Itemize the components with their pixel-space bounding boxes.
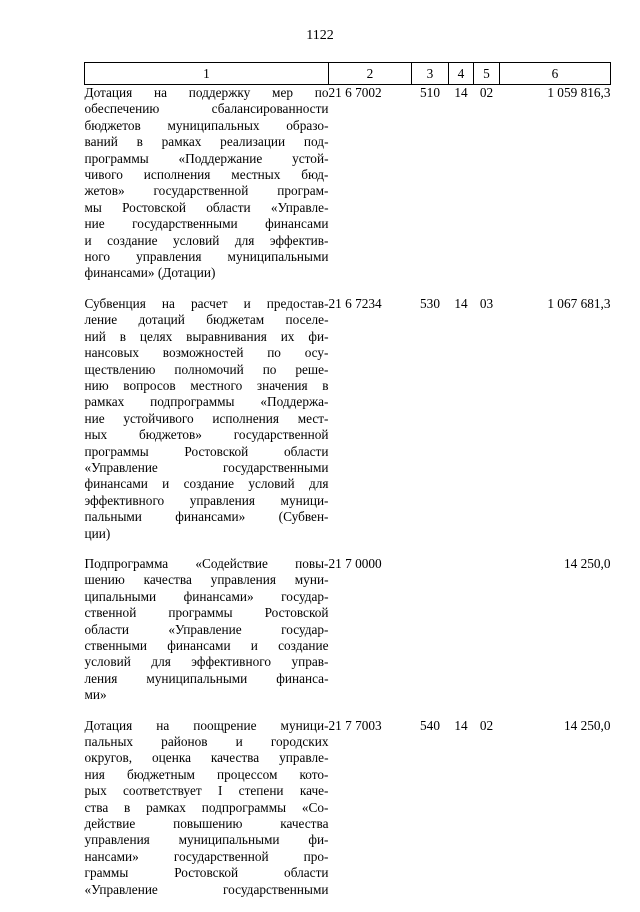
description-line: нию вопросов местного значения в: [85, 378, 329, 394]
description-line: ственными финансами и создание: [85, 638, 329, 654]
description-line: мы Ростовской области «Управле-: [85, 200, 329, 216]
expense-type-code: 510: [412, 85, 449, 296]
description-line: нансами» государственной про-: [85, 849, 329, 865]
description-line: программы «Поддержание устой-: [85, 151, 329, 167]
description-line: ние устойчивого исполнения мест-: [85, 411, 329, 427]
description-line: ваний в рамках реализации под-: [85, 134, 329, 150]
description-line: Дотация на поощрение муници-: [85, 718, 329, 734]
description-line: условий для эффективного управ-: [85, 654, 329, 670]
description-line: программы Ростовской области: [85, 444, 329, 460]
description-line: ление дотаций бюджетам поселе-: [85, 312, 329, 328]
description-line: ления муниципальными финанса-: [85, 671, 329, 687]
description-line: и создание условий для эффектив-: [85, 233, 329, 249]
subsection-code: 02: [474, 718, 500, 912]
description-line: жетов» государственной програм-: [85, 183, 329, 199]
row-description: [85, 85, 329, 296]
description-line: ний в целях выравнивания их фи-: [85, 329, 329, 345]
amount-value: 14 250,0: [500, 556, 611, 718]
description-line: ции): [85, 526, 329, 542]
description-line: ния бюджетным процессом кото-: [85, 767, 329, 783]
description-line: финансами и создание условий для: [85, 476, 329, 492]
column-header-6: 6: [500, 63, 611, 85]
description-line: «Управление государственными: [85, 882, 329, 898]
description-line: ми»: [85, 687, 329, 703]
description-line: бюджетов муниципальных образо-: [85, 118, 329, 134]
subsection-code: 03: [474, 296, 500, 556]
subsection-code: 02: [474, 85, 500, 296]
table-header: [85, 63, 611, 85]
column-header-3: 3: [412, 63, 449, 85]
budget-table: [84, 62, 611, 912]
target-article-code: 21 7 0000: [329, 556, 412, 718]
description-line: Субвенция на расчет и предостав-: [85, 296, 329, 312]
column-header-4: 4: [449, 63, 474, 85]
section-code: [449, 556, 474, 718]
description-line: обеспечению сбалансированности: [85, 101, 329, 117]
subsection-code: [474, 556, 500, 718]
description-line: эффективного управления муници-: [85, 493, 329, 509]
section-code: 14: [449, 296, 474, 556]
expense-type-code: 530: [412, 296, 449, 556]
description-line: округов, оценка качества управле-: [85, 750, 329, 766]
table-row: [85, 85, 611, 296]
description-line: ществлению полномочий по реше-: [85, 362, 329, 378]
amount-value: 14 250,0: [500, 718, 611, 912]
description-line: ных бюджетов» государственной: [85, 427, 329, 443]
section-code: 14: [449, 718, 474, 912]
description-line: нансовых возможностей по осу-: [85, 345, 329, 361]
description-line: финансами» (Дотации): [85, 265, 329, 281]
description-line: ственной программы Ростовской: [85, 605, 329, 621]
column-header-1: 1: [85, 63, 329, 85]
description-line: пальными финансами» (Субвен-: [85, 509, 329, 525]
description-line: Дотация на поддержку мер по: [85, 85, 329, 101]
row-description: [85, 296, 329, 556]
description-line: ного управления муниципальными: [85, 249, 329, 265]
amount-value: 1 059 816,3: [500, 85, 611, 296]
description-line: ципальными финансами» государ-: [85, 589, 329, 605]
table-row: [85, 296, 611, 556]
expense-type-code: [412, 556, 449, 718]
target-article-code: 21 6 7234: [329, 296, 412, 556]
amount-value: 1 067 681,3: [500, 296, 611, 556]
table-row: [85, 718, 611, 912]
description-line: пальных районов и городских: [85, 734, 329, 750]
table-row: [85, 556, 611, 718]
row-description: [85, 718, 329, 912]
description-line: ние государственными финансами: [85, 216, 329, 232]
description-line: Подпрограмма «Содействие повы-: [85, 556, 329, 572]
target-article-code: 21 7 7003: [329, 718, 412, 912]
description-line: рых соответствует I степени каче-: [85, 783, 329, 799]
target-article-code: 21 6 7002: [329, 85, 412, 296]
expense-type-code: 540: [412, 718, 449, 912]
description-line: области «Управление государ-: [85, 622, 329, 638]
description-line: ства в рамках подпрограммы «Со-: [85, 800, 329, 816]
description-line: чивого исполнения местных бюд-: [85, 167, 329, 183]
description-line: рамках подпрограммы «Поддержа-: [85, 394, 329, 410]
description-line: «Управление государственными: [85, 460, 329, 476]
description-line: управления муниципальными фи-: [85, 832, 329, 848]
header-row: [85, 63, 611, 85]
page-number: 1122: [0, 28, 640, 44]
section-code: 14: [449, 85, 474, 296]
description-line: граммы Ростовской области: [85, 865, 329, 881]
description-line: шению качества управления муни-: [85, 572, 329, 588]
column-header-5: 5: [474, 63, 500, 85]
column-header-2: 2: [329, 63, 412, 85]
row-description: [85, 556, 329, 718]
table-body: [85, 85, 611, 912]
description-line: действие повышению качества: [85, 816, 329, 832]
